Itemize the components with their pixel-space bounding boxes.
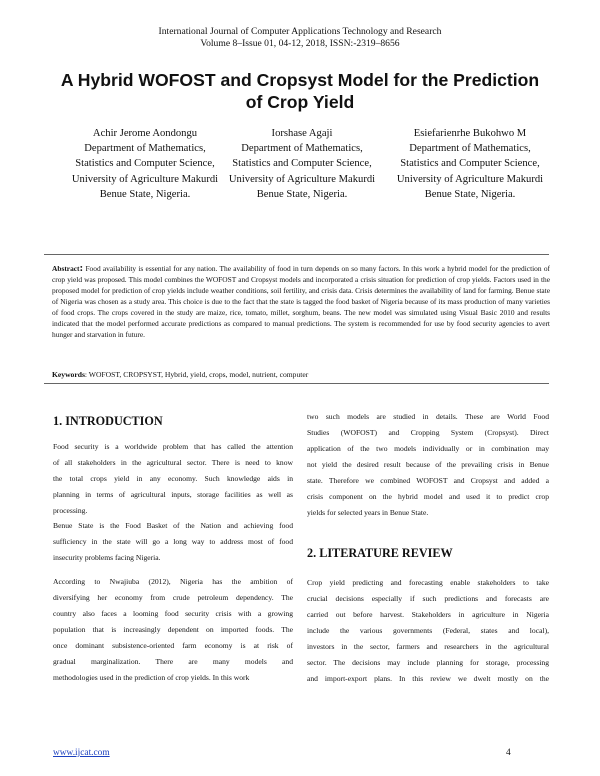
text-line: Crop yield predicting and forecasting enable stakeholders to take xyxy=(307,578,549,587)
text-line: crisis component on the hybrid model and used it to predict crop xyxy=(307,492,549,501)
author-block xyxy=(212,126,392,202)
text-line: gradual marginalization. There are many models and xyxy=(53,657,293,666)
paper-title xyxy=(40,69,560,113)
author-department-2: Statistics and Computer Science, xyxy=(75,158,215,170)
text-line: include the various governments (Federal, states and local), xyxy=(307,626,549,635)
page-number: 4 xyxy=(506,748,511,758)
text-line: carried out before harvest. Stakeholders in agriculture in Nigeria xyxy=(307,610,549,619)
author-department: Department of Mathematics, xyxy=(84,143,206,155)
keywords-label: Keywords xyxy=(52,370,85,379)
intro-paragraph-2 xyxy=(53,518,293,566)
abstract-label: Abstract xyxy=(52,264,80,273)
text-line: investors in the sector, farmers and researchers in the agricultural xyxy=(307,642,549,651)
abstract xyxy=(52,263,550,340)
author-university: University of Agriculture Makurdi xyxy=(71,173,219,185)
author-department: Department of Mathematics, xyxy=(241,143,363,155)
section-heading-literature-review: 2. LITERATURE REVIEW xyxy=(307,546,453,560)
text-line: application of the two models individually or in combination may xyxy=(307,444,549,453)
abstract-text: Food availability is essential for any nation. The availability of food in turn depends on so many factors. In this work a hybrid model for the prediction of crop yield was proposed. This model combines the WOFOST and Cropsyst models and incorporated a crisis situation for prediction of crop yields. Factors used in the proposed model for prediction of crop yields include weather conditions, soil fertility, and crisis data. Crisis determines the availability of land for farming. Benue state of Nigeria was chosen as a study area. This choice is due to the fact that the state is tagged the food basket of Nigeria because of its mass production of many varieties of food crops. The crops covered in the study are maize, rice, tomato, millet, sorghum, beans. The new model was simulated using Visual Basic 2010 and results indicated that the model performed accurate predictions as compared to manual predictions. The system is recommended for use by food security agencies to avert hunger and starvation in future. xyxy=(52,264,550,339)
journal-name: International Journal of Computer Applications Technology and Research xyxy=(158,26,442,37)
text-line: the total crops yield in any economy. Such knowledge aids in xyxy=(53,474,293,483)
author-university: University of Agriculture Makurdi xyxy=(228,173,376,185)
author-block xyxy=(380,126,560,202)
text-line: processing. xyxy=(53,506,88,515)
author-name: Esiefarienrhe Bukohwo M xyxy=(413,128,527,139)
intro-paragraph-1 xyxy=(53,439,293,519)
author-university: University of Agriculture Makurdi xyxy=(396,173,544,185)
text-line: methodologies used in the prediction of crop yields. In this work xyxy=(53,673,250,682)
text-line: sufficiency in the state will go a long way to address most of food xyxy=(53,537,293,546)
paper-title-line-2: of Crop Yield xyxy=(245,92,355,112)
text-line: state. Therefore we combined WOFOST and Cropsyst and added a xyxy=(307,476,549,485)
text-line: insecurity problems facing Nigeria. xyxy=(53,553,161,562)
text-line: population that is increasingly dependent on imported foods. The xyxy=(53,625,293,634)
abstract-section xyxy=(44,254,549,384)
text-line: crucial decisions especially if such predictions and forecasts are xyxy=(307,594,549,603)
author-location: Benue State, Nigeria. xyxy=(424,188,516,200)
intro-paragraph-3 xyxy=(53,574,293,686)
author-department-2: Statistics and Computer Science, xyxy=(400,158,540,170)
abstract-label-colon: : xyxy=(79,262,84,274)
intro-paragraph-continued xyxy=(307,409,549,521)
text-line: planning in terms of agricultural inputs, storage facilities as well as xyxy=(53,490,293,499)
text-line: diversifying her economy from crude petroleum dependency. The xyxy=(53,593,293,602)
text-line: sector. The decisions may include planning for storage, processing xyxy=(307,658,549,667)
author-location: Benue State, Nigeria. xyxy=(99,188,191,200)
section-heading-introduction: 1. INTRODUCTION xyxy=(53,414,163,428)
keywords xyxy=(52,370,550,380)
text-line: two such models are studied in details. These are World Food xyxy=(307,412,549,421)
author-department: Department of Mathematics, xyxy=(409,143,531,155)
literature-paragraph-1 xyxy=(307,575,549,687)
text-line: country also faces a looming food security crisis with a growing xyxy=(53,609,293,618)
text-line: yields for selected years in Benue State. xyxy=(307,508,429,517)
journal-volume: Volume 8–Issue 01, 04-12, 2018, ISSN:-2319–8656 xyxy=(200,37,400,49)
text-line: of all stakeholders in the agricultural sector. There is need to know xyxy=(53,458,293,467)
text-line: once dominant subsistence-oriented farm economy is at risk of xyxy=(53,641,293,650)
author-department-2: Statistics and Computer Science, xyxy=(232,158,372,170)
journal-header xyxy=(0,26,600,49)
text-line: Benue State is the Food Basket of the Nation and achieving food xyxy=(53,521,293,530)
text-line: Food security is a worldwide problem that has called the attention xyxy=(53,442,293,451)
text-line: and import-export plans. In this review we dwelt mostly on the xyxy=(307,674,549,683)
author-location: Benue State, Nigeria. xyxy=(256,188,348,200)
text-line: According to Nwajiuba (2012), Nigeria has the ambition of xyxy=(53,577,293,586)
author-block xyxy=(55,126,235,202)
text-line: Studies (WOFOST) and Cropping System (Cropsyst). Direct xyxy=(307,428,549,437)
author-name: Achir Jerome Aondongu xyxy=(92,128,198,139)
text-line: not yield the desired result because of the prevailing crisis in Benue xyxy=(307,460,549,469)
keywords-text: : WOFOST, CROPSYST, Hybrid, yield, crops, model, nutrient, computer xyxy=(84,370,309,379)
paper-title-line-1: A Hybrid WOFOST and Cropsyst Model for the Prediction xyxy=(60,70,540,90)
footer-website-link[interactable]: www.ijcat.com xyxy=(53,748,110,758)
author-name: Iorshase Agaji xyxy=(271,128,333,139)
